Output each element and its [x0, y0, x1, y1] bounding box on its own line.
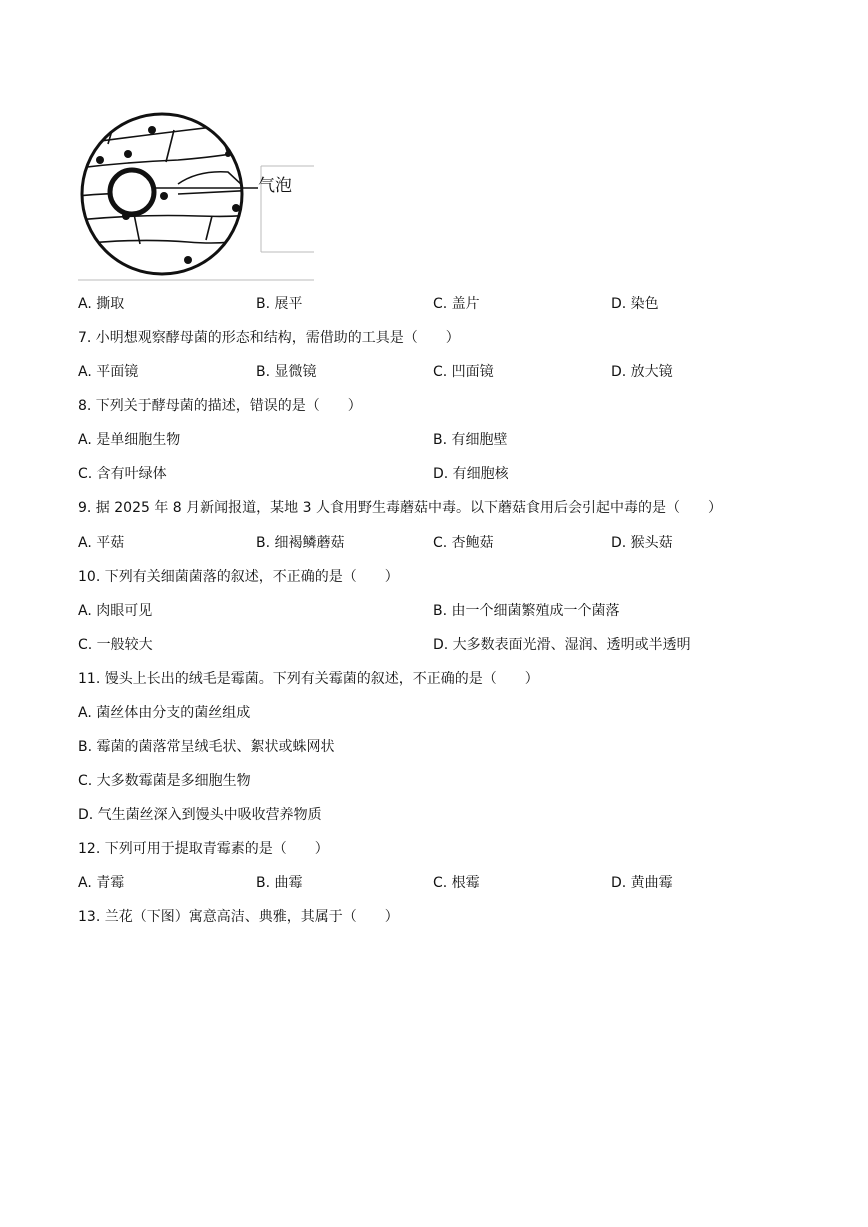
q6-option-b: B. 展平: [256, 296, 303, 312]
q9-option-c: C. 杏鲍菇: [433, 535, 494, 551]
q9-option-b: B. 细褐鳞蘑菇: [256, 535, 345, 551]
q7-option-b: B. 显微镜: [256, 364, 317, 380]
q10-stem: 10. 下列有关细菌菌落的叙述，不正确的是（ ）: [78, 569, 399, 585]
q7-option-d: D. 放大镜: [611, 364, 673, 380]
onion-cell-diagram: [78, 110, 314, 282]
q10-option-c: C. 一般较大: [78, 637, 153, 653]
q8-option-a: A. 是单细胞生物: [78, 432, 181, 448]
q6-option-a: A. 撕取: [78, 296, 125, 312]
q8-stem: 8. 下列关于酵母菌的描述，错误的是（ ）: [78, 398, 362, 414]
q7-option-c: C. 凹面镜: [433, 364, 494, 380]
q11-option-a: A. 菌丝体由分支的菌丝组成: [78, 705, 251, 721]
q7-stem: 7. 小明想观察酵母菌的形态和结构，需借助的工具是（ ）: [78, 330, 460, 346]
microscope-view-figure: [78, 110, 314, 282]
q11-option-c: C. 大多数霉菌是多细胞生物: [78, 773, 251, 789]
q9-stem: 9. 据 2025 年 8 月新闻报道，某地 3 人食用野生毒蘑菇中毒。以下蘑菇食用后会引起中毒的是（ ）: [78, 500, 722, 516]
q13-stem: 13. 兰花（下图）寓意高洁、典雅，其属于（ ）: [78, 909, 399, 925]
q10-option-a: A. 肉眼可见: [78, 603, 153, 619]
q8-option-b: B. 有细胞壁: [433, 432, 508, 448]
q11-option-b: B. 霉菌的菌落常呈绒毛状、絮状或蛛网状: [78, 739, 335, 755]
q12-option-a: A. 青霉: [78, 875, 125, 891]
q11-stem: 11. 馒头上长出的绒毛是霉菌。下列有关霉菌的叙述，不正确的是（ ）: [78, 671, 539, 687]
q12-stem: 12. 下列可用于提取青霉素的是（ ）: [78, 841, 329, 857]
q11-option-d: D. 气生菌丝深入到馒头中吸收营养物质: [78, 807, 322, 823]
q12-option-c: C. 根霉: [433, 875, 480, 891]
q6-option-d: D. 染色: [611, 296, 659, 312]
q6-option-c: C. 盖片: [433, 296, 480, 312]
q9-option-d: D. 猴头菇: [611, 535, 673, 551]
q7-option-a: A. 平面镜: [78, 364, 139, 380]
q10-option-d: D. 大多数表面光滑、湿润、透明或半透明: [433, 637, 691, 653]
q8-option-d: D. 有细胞核: [433, 466, 509, 482]
q9-option-a: A. 平菇: [78, 535, 125, 551]
q12-option-b: B. 曲霉: [256, 875, 303, 891]
q8-option-c: C. 含有叶绿体: [78, 466, 167, 482]
q10-option-b: B. 由一个细菌繁殖成一个菌落: [433, 603, 620, 619]
q12-option-d: D. 黄曲霉: [611, 875, 673, 891]
bubble-label: 气泡: [258, 176, 292, 196]
